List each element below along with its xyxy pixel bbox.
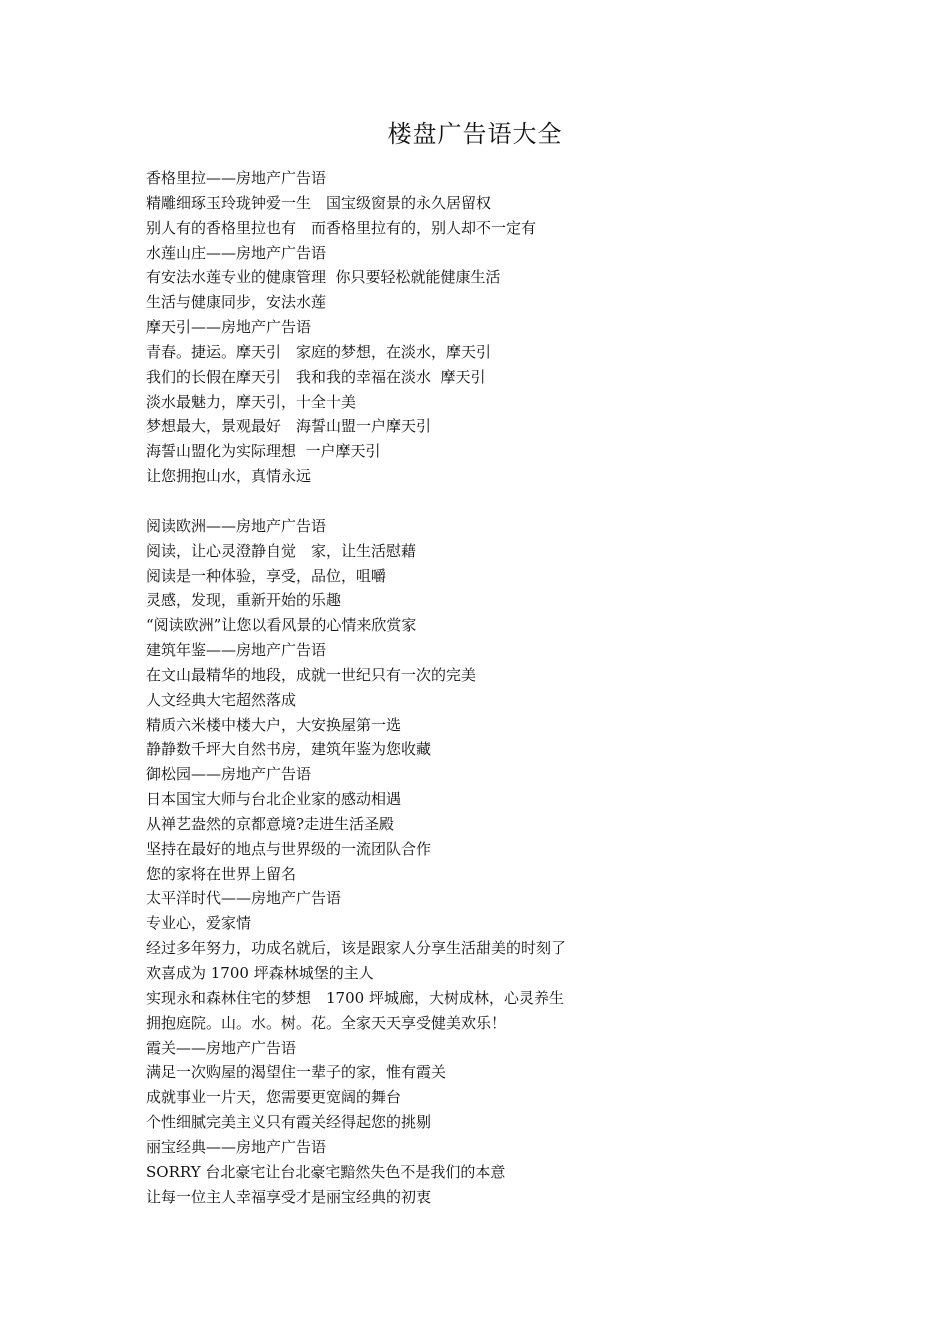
text-line: 欢喜成为 1700 坪森林城堡的主人 (146, 964, 374, 982)
text-line: 灵感，发现，重新开始的乐趣 (146, 591, 342, 610)
text-line: 阅读欧洲——房地产广告语 (146, 516, 327, 535)
document-body (146, 166, 866, 1209)
text-line: 香格里拉——房地产广告语 (146, 169, 327, 187)
text-line: 经过多年努力，功成名就后，该是跟家人分享生活甜美的时刻了 (146, 939, 567, 958)
text-line: 人文经典大宅超然落成 (146, 690, 297, 709)
text-line: 有安法水莲专业的健康管理 你只要轻松就能健康生活 (146, 268, 501, 287)
text-line: 精质六米楼中楼大户，大安换屋第一选 (146, 715, 402, 734)
text-line: 梦想最大，景观最好 海誓山盟一户摩天引 (146, 417, 432, 436)
document-title: 楼盘广告语大全 (387, 120, 563, 148)
text-line: 静静数千坪大自然书房，建筑年鉴为您收藏 (146, 740, 432, 759)
text-line: 海誓山盟化为实际理想 一户摩天引 (146, 442, 381, 461)
text-line: 太平洋时代——房地产广告语 (146, 889, 342, 908)
text-line: 从禅艺盎然的京都意境?走进生活圣殿 (146, 814, 395, 833)
text-line: 别人有的香格里拉也有 而香格里拉有的，别人却不一定有 (146, 218, 537, 237)
text-line: 个性细腻完美主义只有霞关经得起您的挑剔 (146, 1113, 432, 1132)
text-line: 坚持在最好的地点与世界级的一流团队合作 (146, 839, 432, 858)
text-line: 拥抱庭院。山。水。树。花。全家天天享受健美欢乐！ (146, 1013, 507, 1032)
text-line: 让每一位主人幸福享受才是丽宝经典的初衷 (146, 1187, 432, 1206)
text-line: 阅读是一种体验，享受，品位，咀嚼 (146, 566, 387, 585)
text-line: 霞关——房地产广告语 (146, 1038, 297, 1057)
text-line: 丽宝经典——房地产广告语 (146, 1137, 327, 1156)
text-line: 建筑年鉴——房地产广告语 (146, 641, 327, 660)
text-line: 淡水最魅力，摩天引，十全十美 (146, 392, 357, 411)
text-line: 在文山最精华的地段，成就一世纪只有一次的完美 (146, 665, 477, 684)
text-line: 成就事业一片天，您需要更宽阔的舞台 (146, 1088, 402, 1107)
text-line: 专业心，爱家情 (146, 914, 252, 933)
text-line: 精雕细琢玉玲珑钟爱一生 国宝级窗景的永久居留权 (146, 193, 492, 212)
text-line: 御松园——房地产广告语 (146, 765, 312, 784)
text-line: 摩天引——房地产广告语 (146, 318, 312, 337)
text-line: 日本国宝大师与台北企业家的感动相遇 (146, 790, 402, 809)
text-line: 我们的长假在摩天引 我和我的幸福在淡水 摩天引 (146, 367, 486, 386)
text-line: 阅读，让心灵澄静自觉 家，让生活慰藉 (146, 541, 417, 560)
text-line: 让您拥抱山水，真情永远 (146, 467, 312, 486)
text-line: 满足一次购屋的渴望住一辈子的家，惟有霞关 (146, 1063, 447, 1082)
text-line: 青春。捷运。摩天引 家庭的梦想，在淡水，摩天引 (146, 342, 492, 361)
text-line: “阅读欧洲”让您以看风景的心情来欣赏家 (146, 616, 417, 635)
text-line: 水莲山庄——房地产广告语 (146, 243, 327, 262)
text-line: 您的家将在世界上留名 (146, 864, 297, 883)
blank-line (146, 489, 866, 514)
text-line: SORRY 台北豪宅让台北豪宅黯然失色不是我们的本意 (146, 1162, 506, 1181)
text-line: 生活与健康同步，安法水莲 (146, 293, 327, 312)
text-line: 实现永和森林住宅的梦想 1700 坪城廊，大树成林，心灵养生 (146, 988, 564, 1007)
